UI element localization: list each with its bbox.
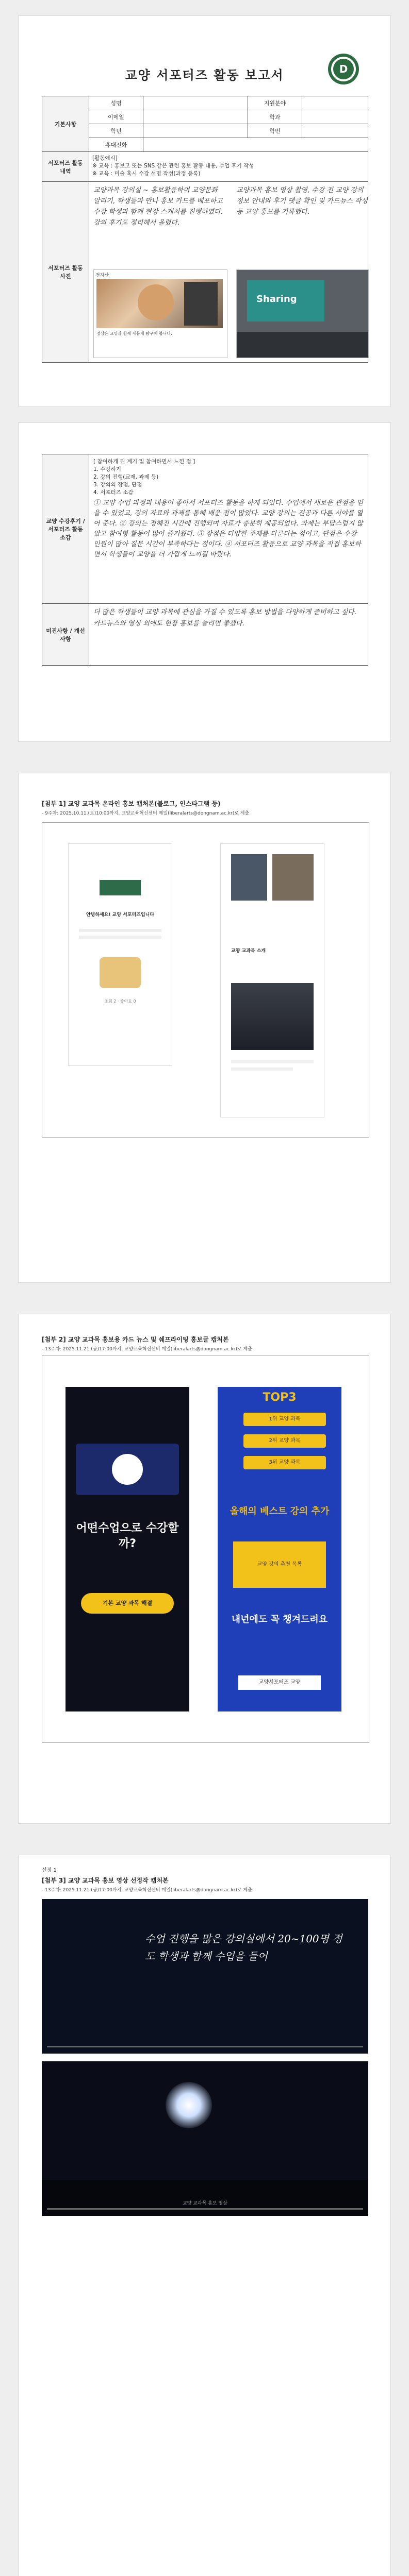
phone-value[interactable] [143,138,368,152]
student-id-label: 학번 [248,124,302,138]
info-group-label: 기본사항 [42,96,89,152]
attachment-2-frame [42,1355,369,1743]
name-value[interactable] [143,96,248,110]
eval-label: 교양 수강후기 / 서포터즈 활동소감 [42,454,89,604]
card-right-mid: 올해의 베스트 강의 추가 [230,1506,330,1517]
activity-cell [89,182,368,363]
top-item-2: 2위 교양 과목 [243,1434,326,1448]
attachment-page-2 [18,1314,391,1824]
university-emblem-icon [328,53,359,85]
screen-caption: Sharing [256,294,297,304]
card-news-left [66,1387,189,1711]
card-news-right [218,1387,341,1711]
student-id-value[interactable] [302,124,368,138]
classroom-photo-2 [272,854,314,901]
report-title: 교양 서포터즈 활동 보고서 [125,68,284,82]
blog-post-title: 안녕하세요! 교양 서포터즈입니다 [86,912,155,918]
classroom-photo-1 [231,854,267,901]
report-page-2 [18,422,391,742]
field-value[interactable] [302,96,368,110]
activity-left-text: 교양과목 강의실 ~ 홍보활동하며 교양문화 알리기, 학생들과 만나 홍보 카드를 배포하고 수강 학생과 함께 현장 스케치를 진행하였다. 강의 후기도 정리해서 올렸다. [93,187,223,227]
eval-intro-4: 4. 서포터즈 소감 [93,489,134,496]
card-right-foot: 교양서포터즈 교양 [238,1675,321,1690]
plan-item-2: ※ 교육 : 미술 혹시 수강 설명 작성(과정 등록) [92,171,201,177]
top-item-3: 3위 교양 과목 [243,1456,326,1469]
eval-intro-1: 1. 수강하기 [93,466,121,472]
eval-cell [89,454,368,604]
right-post-title: 교양 교과목 소개 [231,948,266,954]
lecture-screen [247,280,324,321]
svg-text:D: D [339,63,348,75]
card-mascot-panel [76,1444,179,1495]
grade-value[interactable] [143,124,248,138]
dept-value[interactable] [302,110,368,124]
activity-photo-right [236,269,369,358]
activity-label: 서포터즈 활동사진 [42,182,89,363]
plan-label: 서포터즈 활동내역 [42,152,89,182]
video-2-text: 교양 교과목 홍보 영상 [183,2201,227,2206]
attachment-1-frame [42,822,369,1138]
video-capture-1 [42,1899,368,2054]
video-1-text: 수업 진행을 많은 강의실에서 20~100명 정도 학생과 함께 수업을 들어 [145,1933,342,1962]
card-right-bottom: 내년에도 꼭 챙겨드려요 [231,1614,328,1625]
dept-label: 학과 [248,110,302,124]
plan-header: [활동예시] [92,155,118,161]
field-label: 지원분야 [248,96,302,110]
video-2-progress[interactable] [47,2208,363,2210]
email-label: 이메일 [89,110,143,124]
eval-intro-2: 2. 강의 진행(교재, 과제 등) [93,474,159,480]
attachment-3-sub: - 13주차: 2025.11.21.(금)17:00까지, 교양교육혁신센터 메일(liberalarts@dongnam.ac.kr)로 제출 [42,1888,252,1893]
attachment-1-heading: [첨부 1] 교양 교과목 온라인 홍보 캡처본(블로그, 인스타그램 등) [42,800,221,807]
blog-banner [100,880,141,895]
card-right-title: TOP3 [263,1391,297,1404]
eval-text: ① 교양 수업 과정과 내용이 좋아서 서포터즈 활동을 하게 되었다. 수업에서 새로운 관점을 얻을 수 있었고, 강의 자료와 과제를 통해 배운 점이 많았다. 교양 강의는 전공과 다른 시야를 열어 준다. ② 강의는 정해진 시간에 진행되며 자료가 충분히 제공되었다. 과제는 부담스럽지 않았고 참여형 활동이 많아 즐거웠다. ③ 장점은 다양한 주제를 다룬다는 점이고, 단점은 수강 인원이 많아 질문 시간이 부족하다는 점이다. ④ 서포터즈 활동으로 교양 과목을 직접 홍보하면서 학생들이 교양을 더 가깝게 느끼길 바랐다. [93,499,363,558]
review-table [42,454,368,666]
blog-image [100,957,141,988]
activity-right-text: 교양과목 홍보 영상 촬영, 수강 전 교양 강의 정보 안내와 후기 댓글 확인 및 카드뉴스 작성 등 교양 홍보를 기록했다. [236,187,368,216]
attachment-3-note: 선정 1 [42,1868,57,1873]
name-label: 성명 [89,96,143,110]
blog-capture-right [220,843,324,1117]
video-2-light [166,2082,212,2128]
attachment-page-3 [18,1855,391,2576]
attachment-2-heading: [첨부 2] 교양 교과목 홍보용 카드 뉴스 및 쉐프라이팅 홍보글 캡처본 [42,1336,229,1343]
blog-stats: 조회 2 · 좋아요 0 [104,999,136,1004]
email-value[interactable] [143,110,248,124]
lecture-hall-photo [231,983,314,1050]
plan-cell [89,152,368,182]
phone-post-text: 정상은 교양과 함께 새롭게 탐구해 봅니다. [96,331,172,336]
extra-label: 미진사항 / 개선사항 [42,604,89,666]
card-left-headline: 어떤수업으로 수강할까? [76,1522,179,1550]
attachment-2-sub: - 13주차: 2025.11.21.(금)17:00까지, 교양교육혁신센터 메일(liberalarts@dongnam.ac.kr)로 제출 [42,1347,252,1352]
blog-capture-left [68,843,172,1066]
dog-photo [96,279,223,328]
eval-intro-0: [ 참여하게 된 계기 및 참여하면서 느낀 점 ] [93,459,195,465]
activity-photo-left [93,269,227,358]
extra-text: 더 많은 학생들이 교양 과목에 관심을 가질 수 있도록 홍보 방법을 다양하게 준비하고 싶다. 카드뉴스와 영상 외에도 현장 홍보를 늘리면 좋겠다. [89,604,368,666]
grade-label: 학년 [89,124,143,138]
phone-caption: 전자산 [95,273,109,278]
phone-label: 휴대전화 [89,138,143,152]
card-right-box: 교양 강의 추천 목록 [233,1541,326,1588]
plan-item-1: ※ 교육 : 홍보고 또는 SNS 같은 관련 홍보 활동 내용, 수업 후기 작성 [92,163,254,169]
card-left-badge: 기본 교양 과목 해결 [81,1593,174,1614]
basic-info-table [42,96,368,363]
attachment-1-sub: - 9주차: 2025.10.11.(토)10:00까지, 교양교육혁신센터 메일(liberalarts@dongnam.ac.kr)로 제출 [42,811,250,816]
attachment-page-1 [18,773,391,1283]
top-item-1: 1위 교양 과목 [243,1413,326,1426]
video-capture-2 [42,2061,368,2216]
attachment-3-heading: [첨부 3] 교양 교과목 홍보 영상 선정작 캡처본 [42,1877,169,1884]
report-page-1 [18,15,391,407]
video-1-progress[interactable] [47,2046,363,2047]
eval-intro-3: 3. 강의의 장점, 단점 [93,482,142,488]
